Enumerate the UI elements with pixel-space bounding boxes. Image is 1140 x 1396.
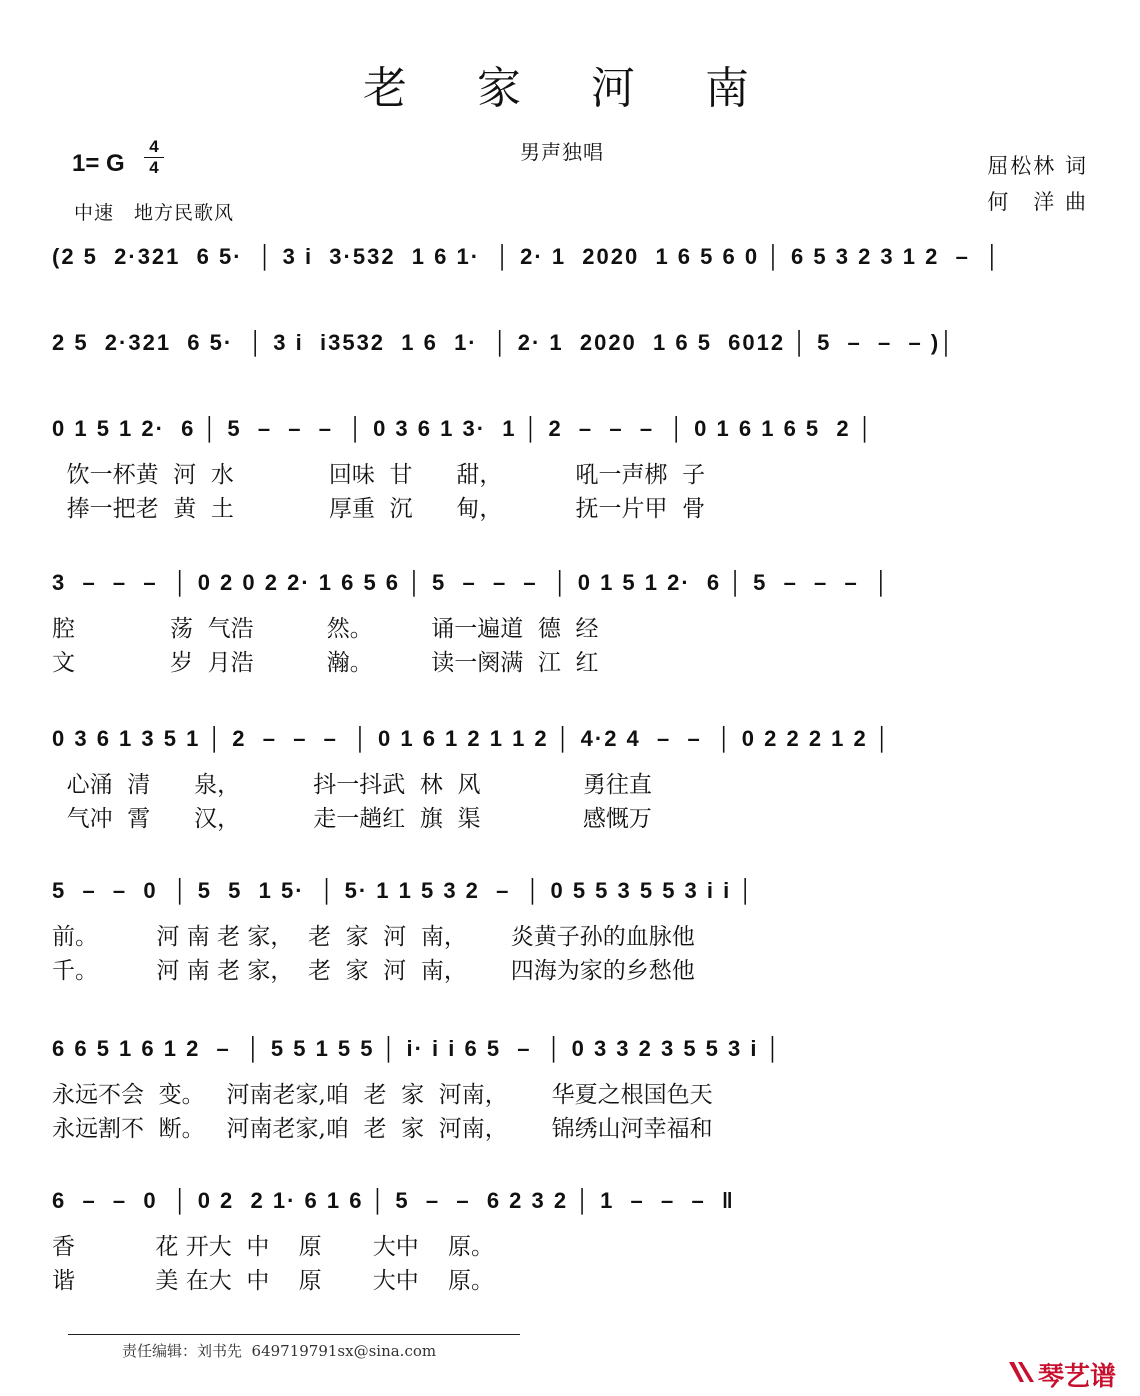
lyrics-verse-1: 心涌 清 泉， 抖一抖武 林 风 勇往直	[52, 772, 652, 798]
score-system-4: 3 – – – │ 0 2 0 2 2· 1 6 5 6 │ 5 – – – │ 0 1 5 1 2· 6 │ 5 – – – │	[52, 570, 891, 595]
footer-divider	[68, 1334, 520, 1335]
performance-type: 男声独唱	[520, 140, 604, 164]
score-system-2: 2 5 2·321 6 5· │ 3 i i3532 1 6 1· │ 2· 1 2020 1 6 5 6012 │ 5 – – – )│	[52, 330, 956, 355]
lyrics-verse-1: 饮一杯黄 河 水 回味 甘 甜， 吼一声梆 子	[52, 462, 706, 488]
editor-credit: 责任编辑：刘书先 649719791sx@sina.com	[122, 1342, 437, 1360]
score-system-6: 5 – – 0 │ 5 5 1 5· │ 5· 1 1 5 3 2 – │ 0 5 5 3 5 5 3 i i │	[52, 878, 756, 903]
lyricist-credit: 屈松林 词	[987, 154, 1088, 178]
tempo-marking: 中速 地方民歌风	[74, 202, 235, 224]
lyrics-verse-2: 千。 河 南 老 家， 老 家 河 南， 四海为家的乡愁他	[52, 958, 695, 984]
score-system-5: 0 3 6 1 3 5 1 │ 2 – – – │ 0 1 6 1 2 1 1 2 │ 4·2 4 – – │ 0 2 2 2 1 2 │	[52, 726, 892, 751]
lyrics-verse-1: 前。 河 南 老 家， 老 家 河 南， 炎黄子孙的血脉他	[52, 924, 695, 950]
score-system-1: (2 5 2·321 6 5· │ 3 i 3·532 1 6 1· │ 2· 1 2020 1 6 5 6 0 │ 6 5 3 2 3 1 2 – │	[52, 244, 1002, 269]
lyrics-verse-1: 香 花 开大 中 原 大中 原。	[52, 1234, 495, 1260]
score-system-7: 6 6 5 1 6 1 2 – │ 5 5 1 5 5 │ i· i i 6 5 – │ 0 3 3 2 3 5 5 3 i │	[52, 1036, 783, 1061]
lyrics-verse-2: 谐 美 在大 中 原 大中 原。	[52, 1268, 495, 1294]
lyrics-verse-2: 捧一把老 黄 土 厚重 沉 甸， 抚一片甲 骨	[52, 496, 706, 522]
site-logo: 琴艺谱	[1038, 1362, 1117, 1392]
song-title: 老 家 河 南	[363, 63, 777, 114]
lyrics-verse-1: 永远不会 变。 河南老家,咱 老 家 河南， 华夏之根国色天	[52, 1082, 713, 1108]
time-signature-top: 4	[149, 137, 159, 156]
time-signature-bottom: 4	[149, 158, 159, 177]
qinyipu-logo-icon	[1006, 1358, 1036, 1386]
lyrics-verse-2: 永远割不 断。 河南老家,咱 老 家 河南， 锦绣山河幸福和	[52, 1116, 713, 1142]
lyrics-verse-2: 文 岁 月浩 瀚。 读一阕满 江 红	[52, 650, 599, 676]
key-signature: 1= G	[72, 150, 125, 177]
composer-credit: 何 洋 曲	[987, 190, 1088, 214]
score-system-8: 6 – – 0 │ 0 2 2 1· 6 1 6 │ 5 – – 6 2 3 2 │ 1 – – – ‖	[52, 1188, 735, 1213]
time-signature	[144, 136, 164, 178]
lyrics-verse-1: 腔 荡 气浩 然。 诵一遍道 德 经	[52, 616, 599, 642]
lyrics-verse-2: 气冲 霄 汉， 走一趟红 旗 渠 感慨万	[52, 806, 652, 832]
score-system-3: 0 1 5 1 2· 6 │ 5 – – – │ 0 3 6 1 3· 1 │ 2 – – – │ 0 1 6 1 6 5 2 │	[52, 416, 875, 441]
time-signature-bar	[144, 157, 164, 158]
